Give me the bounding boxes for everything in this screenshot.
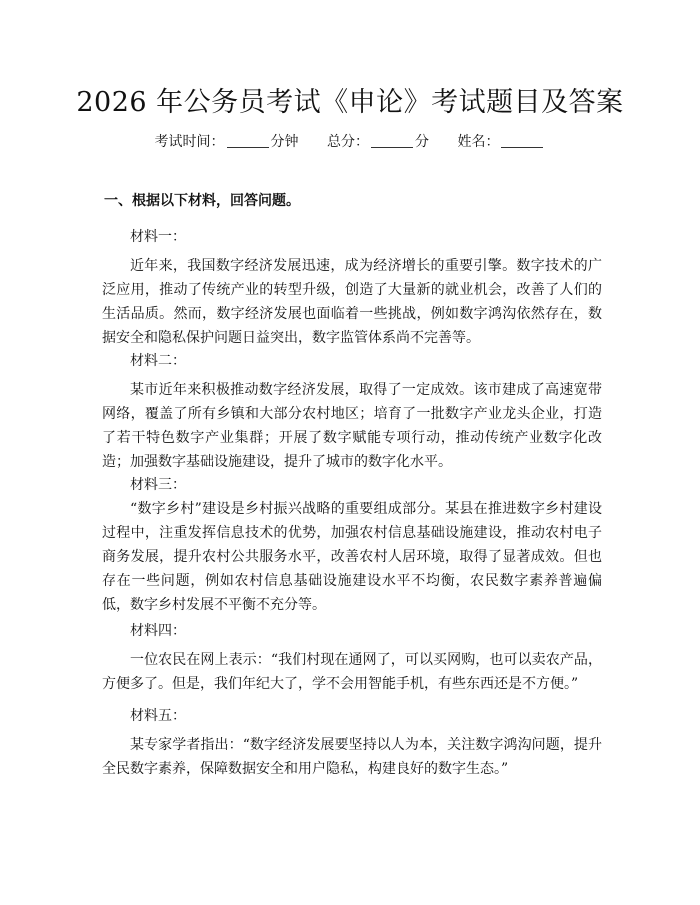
material-text-1: 近年来，我国数字经济发展迅速，成为经济增长的重要引擎。数字技术的广泛应用，推动了传统产业的转型升级，创造了大量新的就业机会，改善了人们的生活品质。然而，数字经济发展也面临着一些挑战，例如数字鸿沟依然存在，数据安全和隐私保护问题日益突出，数字监管体系尚不完善等。 (102, 258, 602, 346)
name-field (457, 134, 545, 150)
total-score-field (327, 134, 433, 150)
exam-time-blank[interactable] (227, 135, 269, 148)
material-label-1: 材料一： (130, 229, 186, 245)
material-text-4: 一位农民在网上表示：“我们村现在通网了，可以买网购，也可以卖农产品，方便多了。但是，我们年纪大了，学不会用智能手机，有些东西还是不方便。” (102, 652, 602, 692)
document-title: 2026 年公务员考试《申论》考试题目及答案 (76, 87, 624, 118)
material-label-2: 材料二： (130, 353, 186, 369)
exam-time-label: 考试时间： (154, 134, 225, 150)
material-label-5: 材料五： (130, 708, 186, 724)
total-score-blank[interactable] (371, 135, 413, 148)
name-label: 姓名： (457, 134, 500, 150)
material-label-4: 材料四： (130, 623, 186, 639)
material-text-3: “数字乡村”建设是乡村振兴战略的重要组成部分。某县在推进数字乡村建设过程中，注重发挥信息技术的优势，加强农村信息基础设施建设，推动农村电子商务发展，提升农村公共服务水平，改善农村人居环境，取得了显著成效。但也存在一些问题，例如农村信息基础设施建设水平不均衡，农民数字素养普遍偏低，数字乡村发展不平衡不充分等。 (102, 501, 602, 613)
exam-time-unit: 分钟 (270, 134, 299, 150)
material-text-2: 某市近年来积极推动数字经济发展，取得了一定成效。该市建成了高速宽带网络，覆盖了所有乡镇和大部分农村地区；培育了一批数字产业龙头企业，打造了若干特色数字产业集群；开展了数字赋能专项行动，推动传统产业数字化改造；加强数字基础设施建设，提升了城市的数字化水平。 (102, 382, 602, 470)
total-score-unit: 分 (415, 134, 429, 150)
exam-time-field (155, 134, 303, 150)
material-text-5: 某专家学者指出：“数字经济发展要坚持以人为本，关注数字鸿沟问题，提升全民数字素养，保障数据安全和用户隐私，构建良好的数字生态。” (102, 737, 602, 777)
section-heading: 一、根据以下材料，回答问题。 (104, 193, 300, 209)
material-label-3: 材料三： (130, 477, 186, 493)
total-score-label: 总分： (327, 134, 369, 150)
name-blank[interactable] (501, 135, 543, 148)
exam-meta-line (0, 131, 700, 151)
